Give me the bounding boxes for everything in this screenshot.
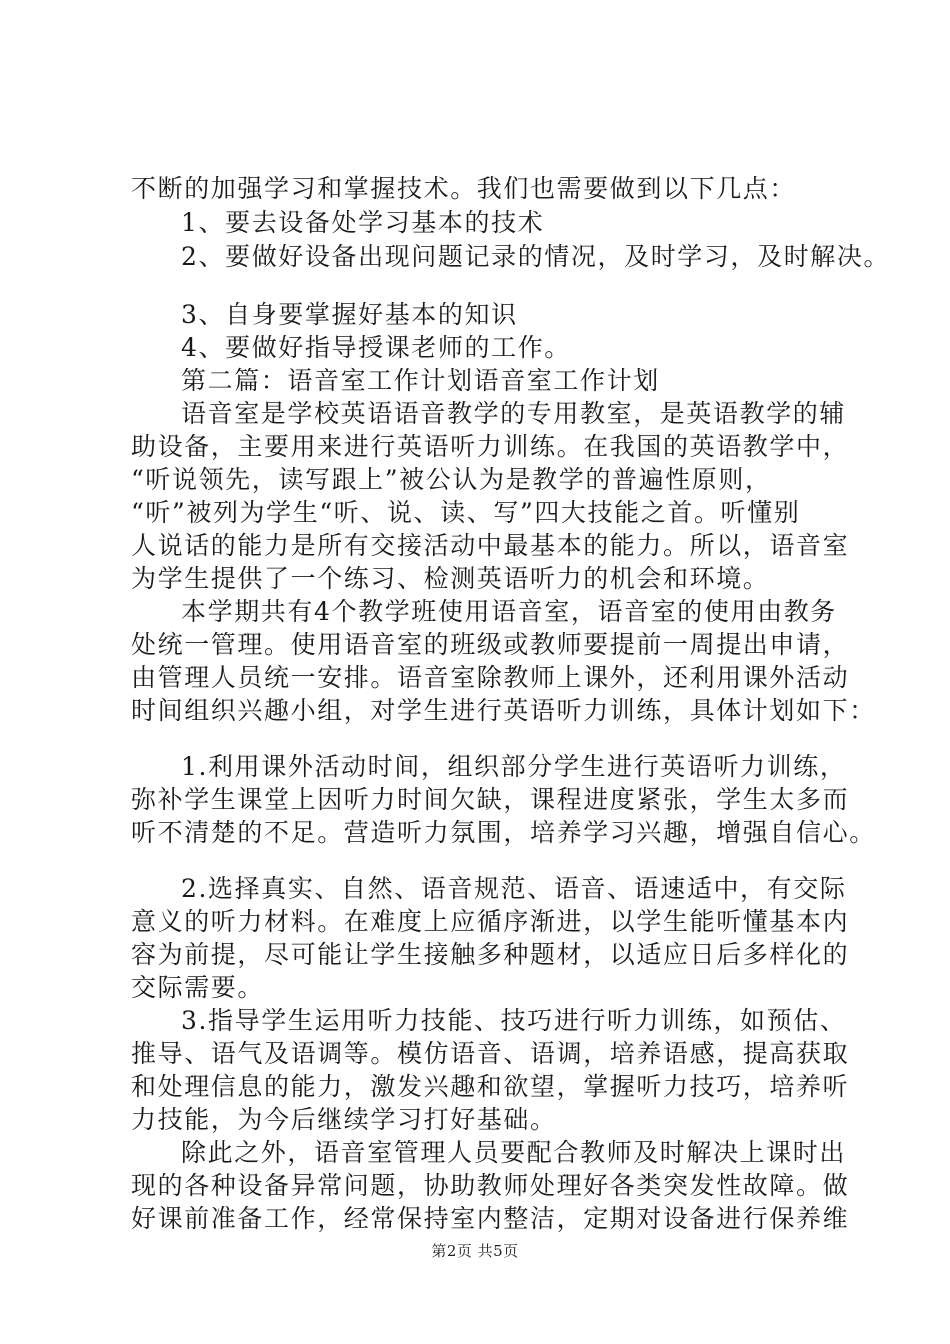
section-heading: 第二篇：语音室工作计划语音室工作计划 (181, 366, 660, 395)
text-line: 容为前提，尽可能让学生接触多种题材，以适应日后多样化的 (131, 940, 850, 969)
text-line: 不断的加强学习和掌握技术。我们也需要做到以下几点： (131, 174, 797, 203)
text-line: “听说领先，读写跟上”被公认为是教学的普遍性原则， (131, 465, 772, 494)
list-item: 1.利用课外活动时间，组织部分学生进行英语听力训练， (181, 752, 847, 781)
text-line: 除此之外，语音室管理人员要配合教师及时解决上课时出 (181, 1138, 847, 1167)
text-line: 和处理信息的能力，激发兴趣和欲望，掌握听力技巧，培养听 (131, 1072, 850, 1101)
text-line: 意义的听力材料。在难度上应循序渐进，以学生能听懂基本内 (131, 907, 850, 936)
text-line: 交际需要。 (131, 973, 265, 1002)
list-item: 2、要做好设备出现问题记录的情况，及时学习，及时解决。 (181, 242, 891, 271)
list-item: 2.选择真实、自然、语音规范、语音、语速适中，有交际 (181, 874, 847, 903)
text-line: 人说话的能力是所有交接活动中最基本的能力。所以，语音室 (131, 531, 850, 560)
text-line: 语音室是学校英语语音教学的专用教室，是英语教学的辅 (181, 399, 847, 428)
list-item: 3.指导学生运用听力技能、技巧进行听力训练，如预估、 (181, 1006, 847, 1035)
text-line: 好课前准备工作，经常保持室内整洁，定期对设备进行保养维 (131, 1204, 850, 1233)
text-line: 为学生提供了一个练习、检测英语听力的机会和环境。 (131, 564, 770, 593)
list-item: 1、要去设备处学习基本的技术 (181, 208, 545, 237)
text-line: 力技能，为今后继续学习打好基础。 (131, 1105, 557, 1134)
list-item: 4、要做好指导授课老师的工作。 (181, 333, 571, 362)
text-line: 处统一管理。使用语音室的班级或教师要提前一周提出申请， (131, 630, 850, 659)
text-line: “听”被列为学生“听、说、读、写”四大技能之首。听懂别 (131, 498, 801, 527)
text-line: 听不清楚的不足。营造听力氛围，培养学习兴趣，增强自信心。 (131, 818, 876, 847)
text-line: 由管理人员统一安排。语音室除教师上课外，还利用课外活动 (131, 663, 850, 692)
text-line: 助设备，主要用来进行英语听力训练。在我国的英语教学中， (131, 432, 850, 461)
text-line: 现的各种设备异常问题，协助教师处理好各类突发性故障。做 (131, 1171, 850, 1200)
text-line: 推导、语气及语调等。模仿语音、语调，培养语感，提高获取 (131, 1039, 850, 1068)
text-line: 弥补学生课堂上因听力时间欠缺，课程进度紧张，学生太多而 (131, 785, 850, 814)
page-number-footer: 第2页 共5页 (431, 1242, 519, 1260)
text-line: 本学期共有4个教学班使用语音室，语音室的使用由教务 (181, 597, 837, 626)
list-item: 3、自身要掌握好基本的知识 (181, 300, 518, 329)
text-line: 时间组织兴趣小组，对学生进行英语听力训练，具体计划如下： (131, 696, 876, 725)
